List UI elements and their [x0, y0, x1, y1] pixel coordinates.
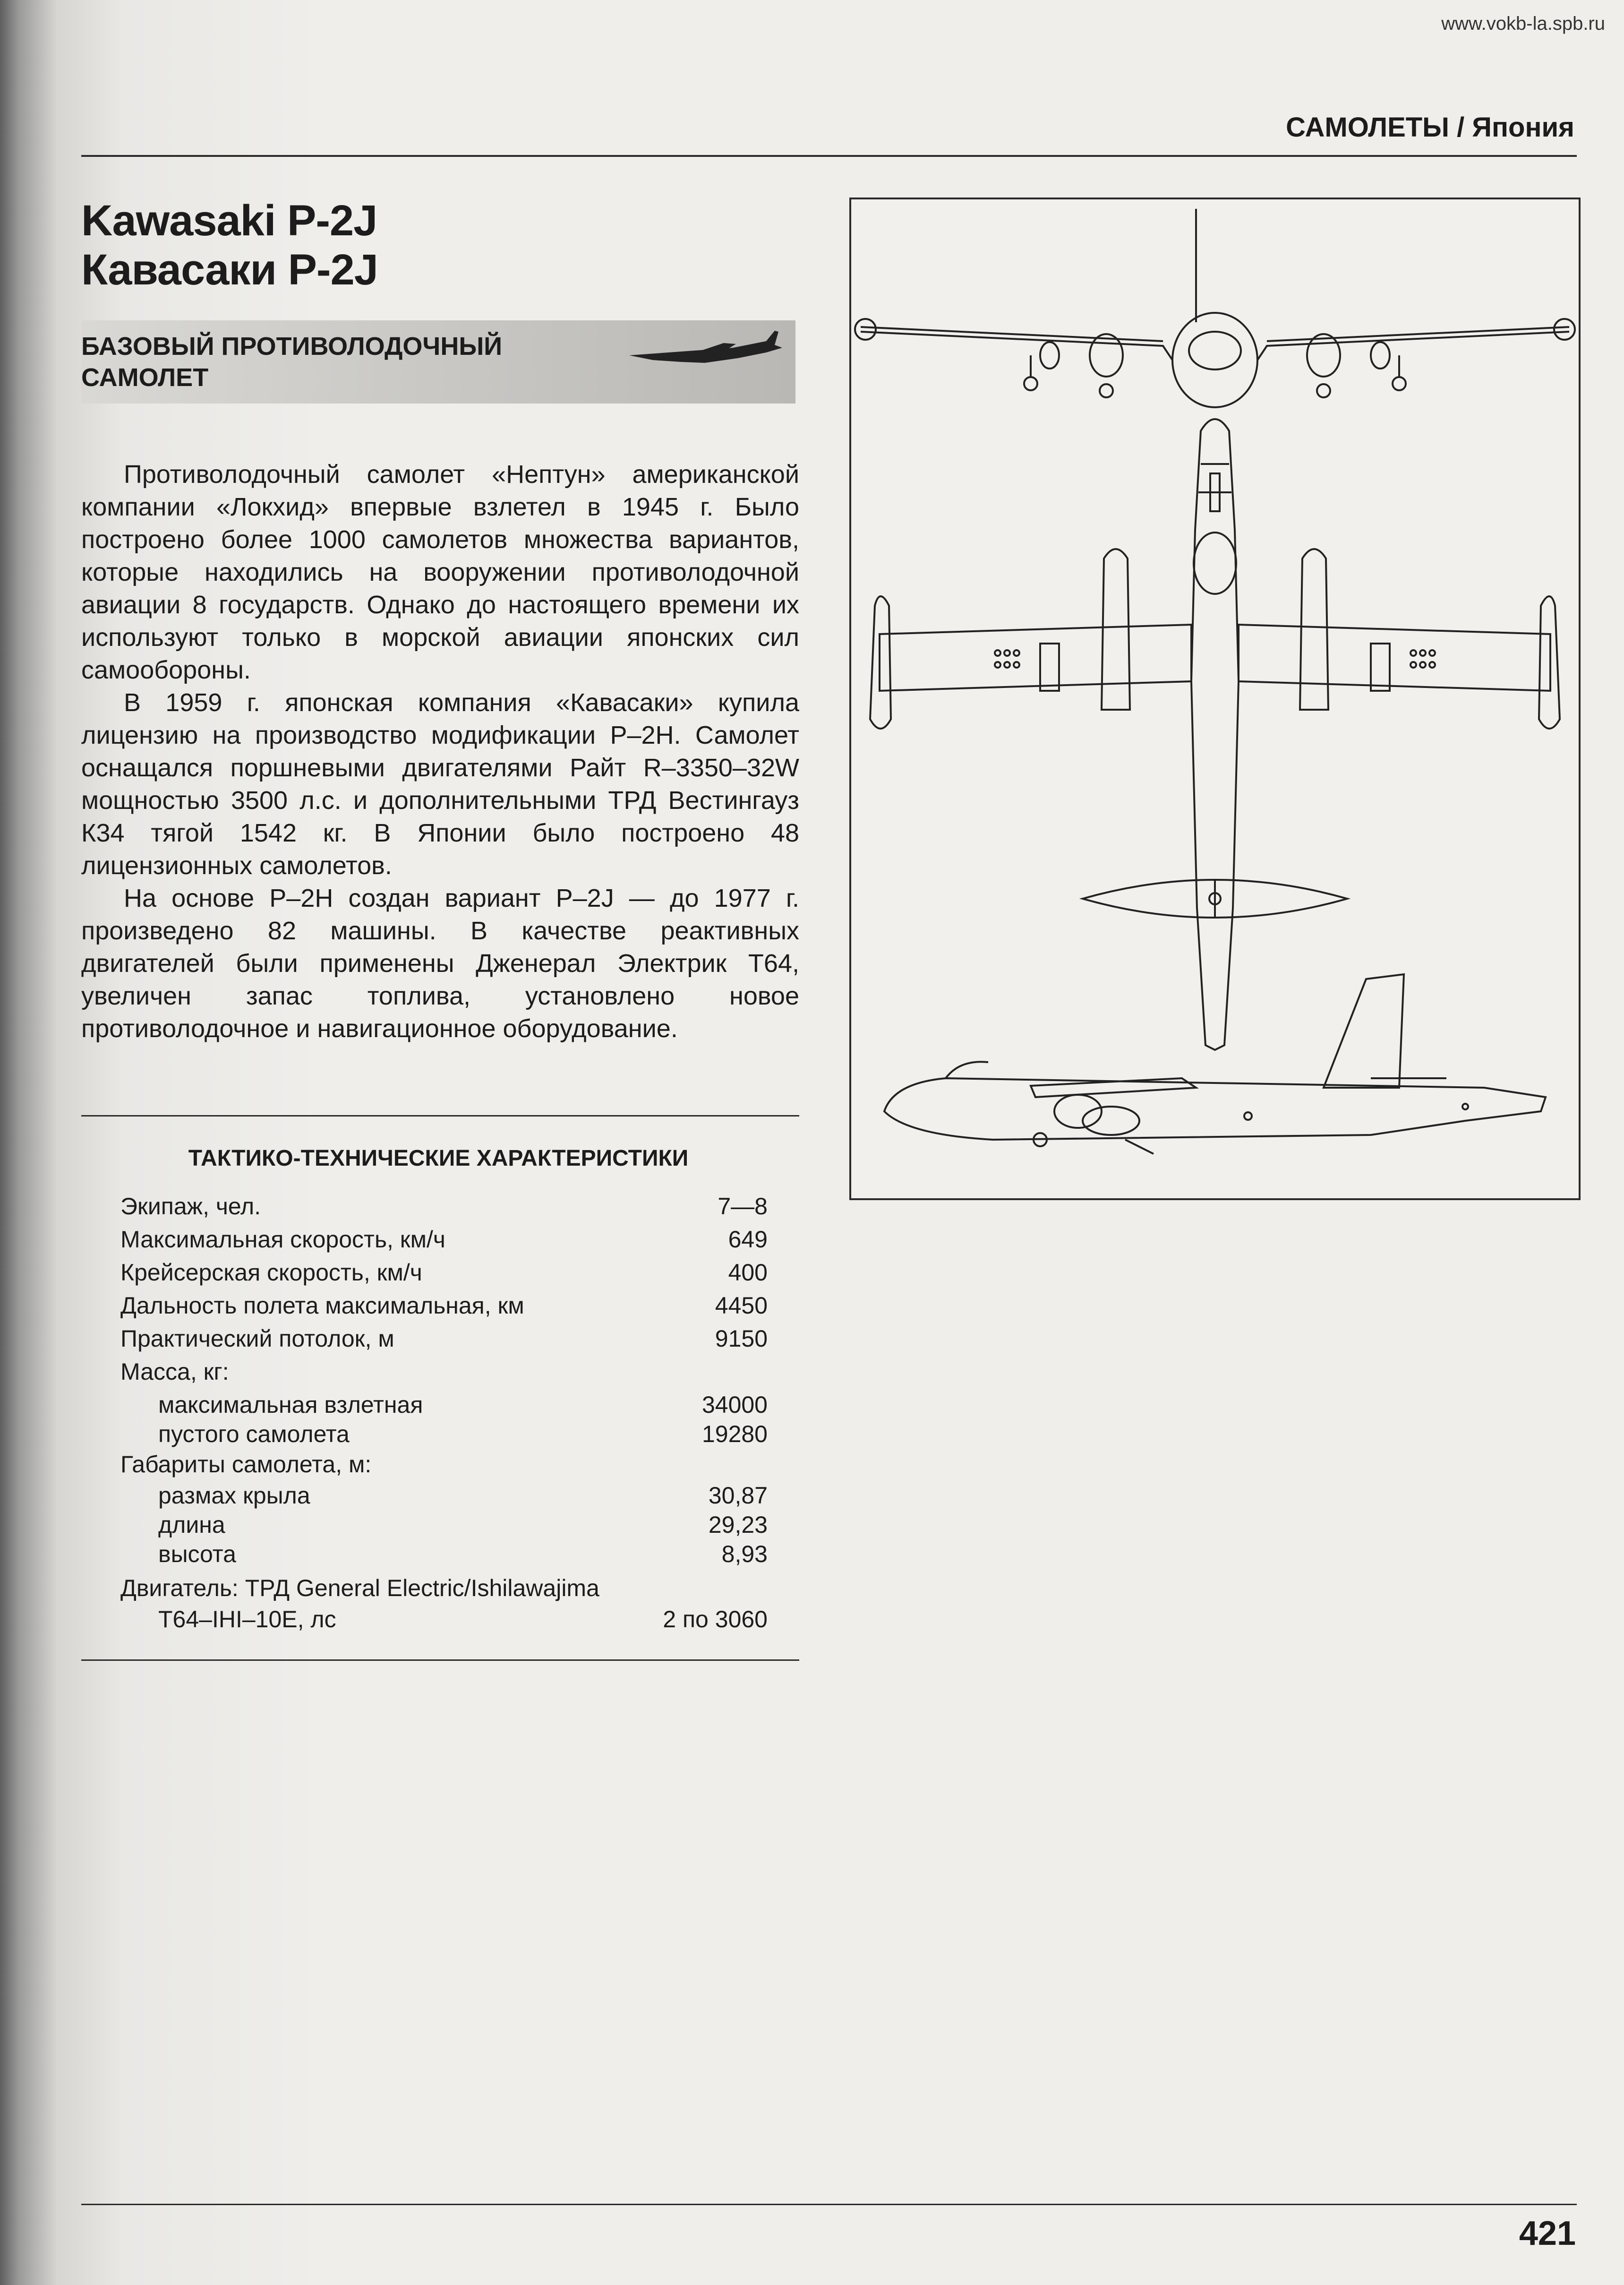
spec-value: 8,93 — [721, 1541, 768, 1567]
category-line-1: БАЗОВЫЙ ПРОТИВОЛОДОЧНЫЙ — [81, 332, 503, 361]
top-view — [870, 419, 1560, 1050]
spec-row — [120, 1482, 768, 1512]
category-line-2: САМОЛЕТ — [81, 363, 209, 392]
spec-value: 19280 — [701, 1421, 768, 1447]
spec-row — [120, 1325, 768, 1355]
spec-value: 7—8 — [718, 1193, 768, 1220]
spec-label: Крейсерская скорость, км/ч — [120, 1259, 422, 1286]
paragraph: В 1959 г. японская компания «Кавасаки» купила лицензию на производство модификации Р–2Н. Самолет оснащался поршневыми двигателями Райт R–3350–32W мощностью 3500 л.с. и дополнительными ТРД Вестингауз К34 тягой 1542 кг. В Японии было построено 48 лицензионных самолетов. — [81, 688, 799, 880]
spec-value: 9150 — [715, 1325, 768, 1352]
spec-row — [120, 1193, 768, 1223]
spec-row — [120, 1606, 768, 1636]
category-band — [81, 320, 795, 404]
paragraph: Противолодочный самолет «Нептун» американской компании «Локхид» впервые взлетел в 1945 г. Было построено более 1000 самолетов множества вариантов, которые находились на вооружении противолодочной авиации 8 государств. Однако до настоящего времени их используют только в морской авиации японских сил самообороны. — [81, 460, 799, 684]
spec-value: 4450 — [715, 1292, 768, 1319]
article-body — [81, 458, 799, 1045]
spec-label: максимальная взлетная — [158, 1392, 423, 1418]
side-view — [884, 974, 1546, 1154]
specs-title: ТАКТИКО-ТЕХНИЧЕСКИЕ ХАРАКТЕРИСТИКИ — [188, 1146, 689, 1171]
spec-row — [120, 1420, 768, 1451]
spec-row — [120, 1511, 768, 1541]
spec-label: размах крыла — [158, 1482, 310, 1509]
header-rule — [81, 155, 1577, 157]
site-url: www.vokb-la.spb.ru — [1441, 13, 1605, 34]
front-view — [855, 209, 1575, 407]
paragraph: На основе Р–2Н создан вариант Р–2J — до 1977 г. произведено 82 машины. В качестве реактивных двигателей были применены Дженерал Электрик Т64, увеличен запас топлива, установлено новое противолодочное и навигационное оборудование. — [81, 884, 799, 1043]
spec-label: T64–IHI–10E, лс — [158, 1606, 336, 1632]
spec-label: Дальность полета максимальная, км — [120, 1292, 524, 1319]
spec-value: 649 — [728, 1226, 768, 1253]
page-number: 421 — [1519, 2215, 1576, 2252]
spec-row — [120, 1391, 768, 1421]
footer-rule — [81, 2204, 1577, 2205]
page-title — [81, 196, 378, 294]
spec-label: Экипаж, чел. — [120, 1193, 261, 1220]
spec-label: высота — [158, 1541, 236, 1567]
spec-label: Масса, кг: — [120, 1358, 229, 1385]
specs-top-rule — [81, 1115, 799, 1117]
spec-row — [120, 1540, 768, 1571]
category-label — [81, 331, 502, 393]
title-cyrillic: Кавасаки P-2J — [81, 246, 378, 294]
spec-row — [120, 1292, 768, 1322]
spec-group-label — [120, 1358, 768, 1388]
spec-value: 30,87 — [708, 1482, 768, 1509]
jet-silhouette-icon — [624, 324, 785, 381]
spec-label: Максимальная скорость, км/ч — [120, 1226, 445, 1253]
spec-group-label — [120, 1574, 768, 1605]
aircraft-three-view-drawing — [849, 198, 1581, 1200]
spec-label: Практический потолок, м — [120, 1325, 394, 1352]
spec-value: 29,23 — [708, 1512, 768, 1538]
specs-bottom-rule — [81, 1659, 799, 1661]
spec-label: Габариты самолета, м: — [120, 1451, 372, 1478]
spec-label: пустого самолета — [158, 1421, 350, 1447]
spec-value: 34000 — [701, 1392, 768, 1418]
spec-label: длина — [158, 1512, 225, 1538]
spec-row — [120, 1259, 768, 1289]
section-header: САМОЛЕТЫ / Япония — [1286, 112, 1574, 143]
spec-value: 400 — [728, 1259, 768, 1286]
spec-label: Двигатель: ТРД General Electric/Ishilawajima — [120, 1575, 599, 1601]
title-latin: Kawasaki P-2J — [81, 197, 377, 245]
spec-value: 2 по 3060 — [663, 1606, 768, 1632]
spec-group-label — [120, 1451, 768, 1481]
spec-row — [120, 1226, 768, 1256]
